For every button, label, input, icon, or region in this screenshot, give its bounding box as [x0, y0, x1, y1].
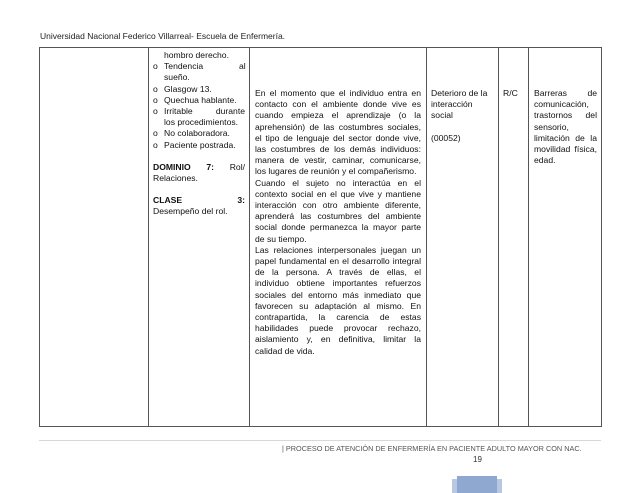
bullet-icon: o	[153, 94, 158, 105]
diagnosis-code: (00052)	[431, 132, 461, 143]
findings-list	[153, 50, 245, 151]
domain-value: Relaciones.	[153, 173, 198, 184]
domain-label: DOMINIO 7: Rol/	[153, 161, 245, 172]
footer-tab	[457, 476, 497, 493]
rationale-paragraph: Cuando el sujeto no interactúa en el contexto social en el que vive y mantiene interacción con otro ambiente diferente, aprenderá las costumbres del ambiente social donde permanezca la mayor parte de su tiempo.	[255, 177, 421, 244]
list-item-text: Tendencia al sueño.	[164, 61, 246, 83]
factors-cell: Barreras de comunicación, trastornos del sensorio, limitación de la movilidad física, edad.	[529, 48, 602, 427]
page-number: 19	[473, 455, 482, 464]
bullet-icon: o	[153, 139, 158, 150]
assessment-cell	[149, 48, 250, 427]
list-item: o Quechua hablante.	[153, 94, 237, 105]
bullet-icon: o	[153, 106, 158, 117]
bullet-icon: o	[153, 83, 158, 94]
table-row	[40, 48, 602, 427]
bullet-icon: o	[153, 61, 158, 72]
list-item	[153, 106, 245, 128]
rationale-paragraph: Las relaciones interpersonales juegan un papel fundamental en el desarrollo integral de la persona. A través de ellas, el individuo obtiene importantes refuerzos sociales del entorno más inmediato que favorecen su adaptación al mismo. En contrapartida, la carencia de estas habilidades puede provocar rechazo, aislamiento y, en definitiva, limitar la calidad de vida.	[255, 244, 421, 356]
list-item: hombro derecho.	[164, 50, 229, 60]
related-to-cell: R/C	[499, 48, 529, 427]
class-value: Desempeño del rol.	[153, 206, 228, 217]
rationale-paragraph: En el momento que el individuo entra en contacto con el ambiente donde vive es cuando empieza el aprendizaje (o la aprehensión) de las costumbres sociales, el tipo de lenguaje del sector donde vive, las costumbres de los demás individuos: manera de vestir, caminar, comunicarse, los lugares de reunión y el compañerismo.	[255, 88, 421, 177]
list-item: o Paciente postrada.	[153, 139, 236, 150]
list-item	[153, 61, 245, 83]
bullet-icon: o	[153, 128, 158, 139]
page-header: Universidad Nacional Federico Villarreal- Escuela de Enfermería.	[40, 31, 286, 41]
class-label: CLASE 3: Desempeño del rol.	[153, 195, 245, 217]
diagnosis-cell: Deterioro de la interacción social (00052)	[427, 48, 499, 427]
care-plan-table	[39, 47, 602, 427]
rationale-cell	[250, 48, 427, 427]
list-item: o Glasgow 13.	[153, 83, 212, 94]
empty-cell	[40, 48, 149, 427]
list-item-text: Irritable durante los procedimientos.	[164, 106, 245, 128]
footer-divider	[39, 440, 601, 441]
page-footer: | PROCESO DE ATENCIÓN DE ENFERMERÍA EN PACIENTE ADULTO MAYOR CON NAC.	[282, 444, 582, 453]
list-item: o No colaboradora.	[153, 128, 230, 139]
